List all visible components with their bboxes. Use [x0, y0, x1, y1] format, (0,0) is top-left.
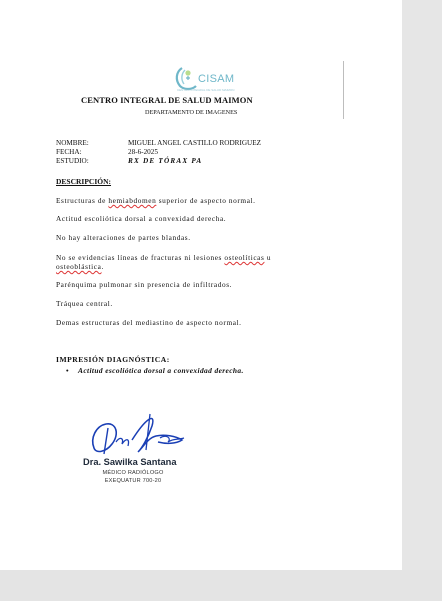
margin-marker: [343, 61, 344, 119]
patient-name-label: NOMBRE:: [56, 139, 89, 147]
spellcheck-word: osteolíticas: [224, 253, 265, 262]
doctor-role: MÉDICO RADIÓLOGO: [102, 470, 164, 476]
department-name: DEPARTAMENTO DE IMAGENES: [145, 109, 238, 116]
date-label: FECHA:: [56, 148, 82, 156]
impression-heading: IMPRESIÓN DIAGNÓSTICA:: [56, 355, 170, 364]
impression-item: • Actitud escoliótica dorsal a convexidad derecha.: [66, 366, 244, 375]
finding-line-2: Actitud escoliótica dorsal a convexidad derecha.: [56, 214, 227, 223]
finding-line-1: Estructuras de hemiabdomen superior de aspecto normal.: [56, 196, 256, 205]
finding-line-3: No hay alteraciones de partes blandas.: [56, 233, 191, 242]
description-heading: DESCRIPCIÓN:: [56, 177, 112, 186]
date-value: 28-6-2025: [128, 148, 158, 156]
spellcheck-word: osteoblástica: [56, 262, 102, 271]
logo-wordmark: CISAM: [198, 73, 235, 85]
doctor-name: Dra. Sawilka Santana: [83, 457, 177, 467]
study-value: RX DE TÓRAX PA: [128, 157, 203, 165]
finding-line-6: Tráquea central.: [56, 299, 113, 308]
horizontal-scrollbar[interactable]: [0, 570, 442, 601]
logo-subtext: CENTRO INTEGRAL DE SALUD MAIMON: [177, 88, 235, 92]
finding-line-7: Demas estructuras del mediastino de aspecto normal.: [56, 318, 242, 327]
spellcheck-word: hemiabdomen: [108, 196, 157, 205]
finding-line-4b: osteoblástica.: [56, 262, 104, 271]
bullet-icon: •: [66, 366, 69, 375]
doctor-license: EXEQUATUR 700-20: [104, 478, 162, 484]
vertical-scrollbar[interactable]: [402, 0, 442, 570]
clinic-title: CENTRO INTEGRAL DE SALUD MAIMON: [81, 95, 253, 105]
study-label: ESTUDIO:: [56, 157, 89, 165]
signature-icon: [86, 408, 190, 460]
patient-name-value: MIGUEL ANGEL CASTILLO RODRIGUEZ: [128, 139, 262, 147]
finding-line-4: No se evidencias líneas de fracturas ni lesiones osteolíticas u: [56, 253, 272, 262]
finding-line-5: Parénquima pulmonar sin presencia de infiltrados.: [56, 280, 233, 289]
